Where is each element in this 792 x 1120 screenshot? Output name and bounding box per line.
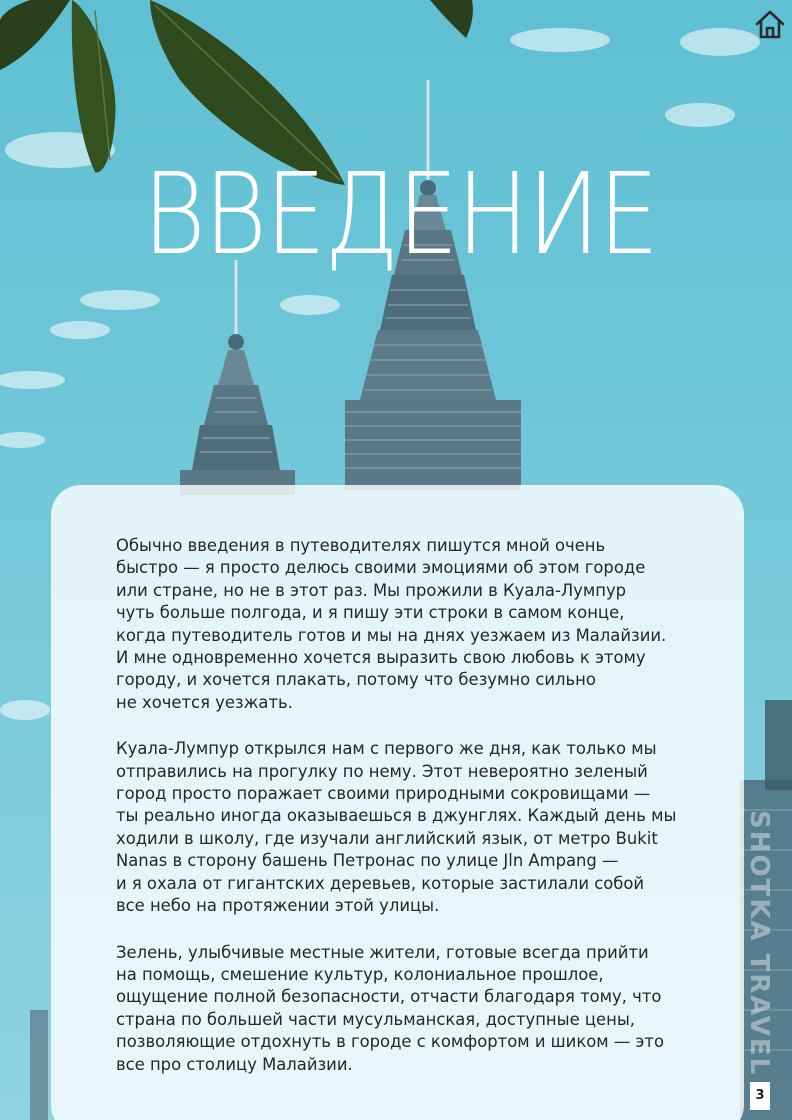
left-tower bbox=[180, 260, 295, 495]
intro-text bbox=[116, 535, 706, 1100]
home-icon bbox=[752, 6, 788, 42]
paragraph-3: Зелень, улыбчивые местные жители, готовые всегда прийти на помощь, смешение культур, колониальное прошлое, ощущение полной безопасности, отчасти благодаря тому, что страна по большей части мусульманская, доступные цены, позволяющие отдохнуть в городе с комфортом и шиком — это все про столицу Малайзии. bbox=[116, 942, 665, 1074]
watermark: SHOTKA TRAVEL bbox=[744, 810, 774, 1077]
page-number: 3 bbox=[750, 1082, 770, 1110]
home-button[interactable] bbox=[752, 6, 788, 42]
paragraph-1: Обычно введения в путеводителях пишутся мной очень быстро — я просто делюсь своими эмоциями об этом городе или стране, но не в этот раз. Мы прожили в Куала-Лумпур чуть больше полгода, и я пишу эти строки в самом конце, когда путеводитель готов и мы на днях уезжаем из Малайзии. И мне одновременно хочется выразить свою любовь к этому городу, и хочется плакать, потому что безумно сильно не хочется уезжать. bbox=[116, 536, 667, 712]
paragraph-2: Куала-Лумпур открылся нам с первого же дня, как только мы отправились на прогулку по нему. Этот невероятно зеленый город просто поражает своими природными сокровищами — ты реально иногда оказываешься в джунглях. Каждый день мы ходили в школу, где изучали английский язык, от метро Bukit Nanas в сторону башень Петронас по улице Jln Ampang — и я охала от гигантских деревьев, которые застилали собой все небо на протяжении этой улицы. bbox=[116, 739, 677, 916]
page-title: ВВЕДЕНИЕ bbox=[142, 150, 658, 280]
